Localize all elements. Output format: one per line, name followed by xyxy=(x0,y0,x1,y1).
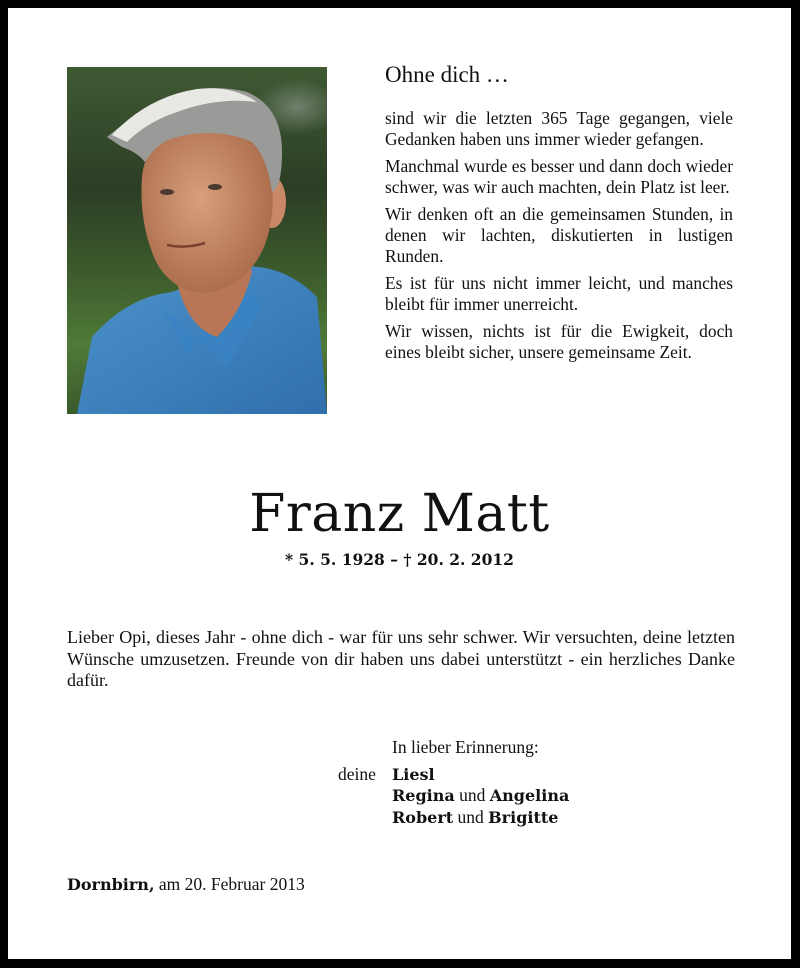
family-member: Liesl xyxy=(392,764,435,784)
poem xyxy=(385,62,733,369)
portrait-photo xyxy=(67,67,327,414)
signoff xyxy=(338,737,569,828)
place: Dornbirn, xyxy=(67,875,155,894)
family-member: Robert xyxy=(392,807,454,827)
conjunction: und xyxy=(454,785,490,805)
signoff-prefix: deine xyxy=(338,763,376,784)
poem-stanza: Wir wissen, nichts ist für die Ewigkeit, doch eines bleibt sicher, unsere gemeinsame Zeit. xyxy=(385,321,733,362)
place-and-date xyxy=(67,874,305,895)
poem-stanza: Wir denken oft an die gemeinsamen Stunden, in denen wir lachten, diskutierten in lustigen Runden. xyxy=(385,204,733,266)
conjunction: und xyxy=(453,806,489,827)
obituary-page xyxy=(8,8,791,959)
portrait-illustration xyxy=(67,67,327,414)
date: am 20. Februar 2013 xyxy=(154,874,305,894)
family-member: Brigitte xyxy=(488,807,559,827)
memorial-message: Lieber Opi, dieses Jahr - ohne dich - war für uns sehr schwer. Wir versuchten, deine letzten Wünsche umzusetzen. Freunde von dir haben uns dabei unterstützt - ein herzliches Danke dafür. xyxy=(67,627,735,690)
signoff-heading: In lieber Erinnerung: xyxy=(392,737,539,757)
life-dates: * 5. 5. 1928 – † 20. 2. 2012 xyxy=(285,550,514,569)
signoff-line xyxy=(338,785,569,807)
family-member: Angelina xyxy=(489,786,570,805)
poem-title: Ohne dich … xyxy=(385,62,509,87)
signoff-line xyxy=(338,764,569,786)
signoff-line xyxy=(338,807,569,829)
family-member: Regina xyxy=(392,786,455,805)
deceased-name: Franz Matt xyxy=(249,484,550,544)
poem-stanza: Manchmal wurde es besser und dann doch wieder schwer, was wir auch machten, dein Platz ist leer. xyxy=(385,156,733,197)
poem-stanza: sind wir die letzten 365 Tage gegangen, viele Gedanken haben uns immer wieder gefangen. xyxy=(385,108,733,149)
poem-stanza: Es ist für uns nicht immer leicht, und manches bleibt für immer unerreicht. xyxy=(385,273,733,314)
